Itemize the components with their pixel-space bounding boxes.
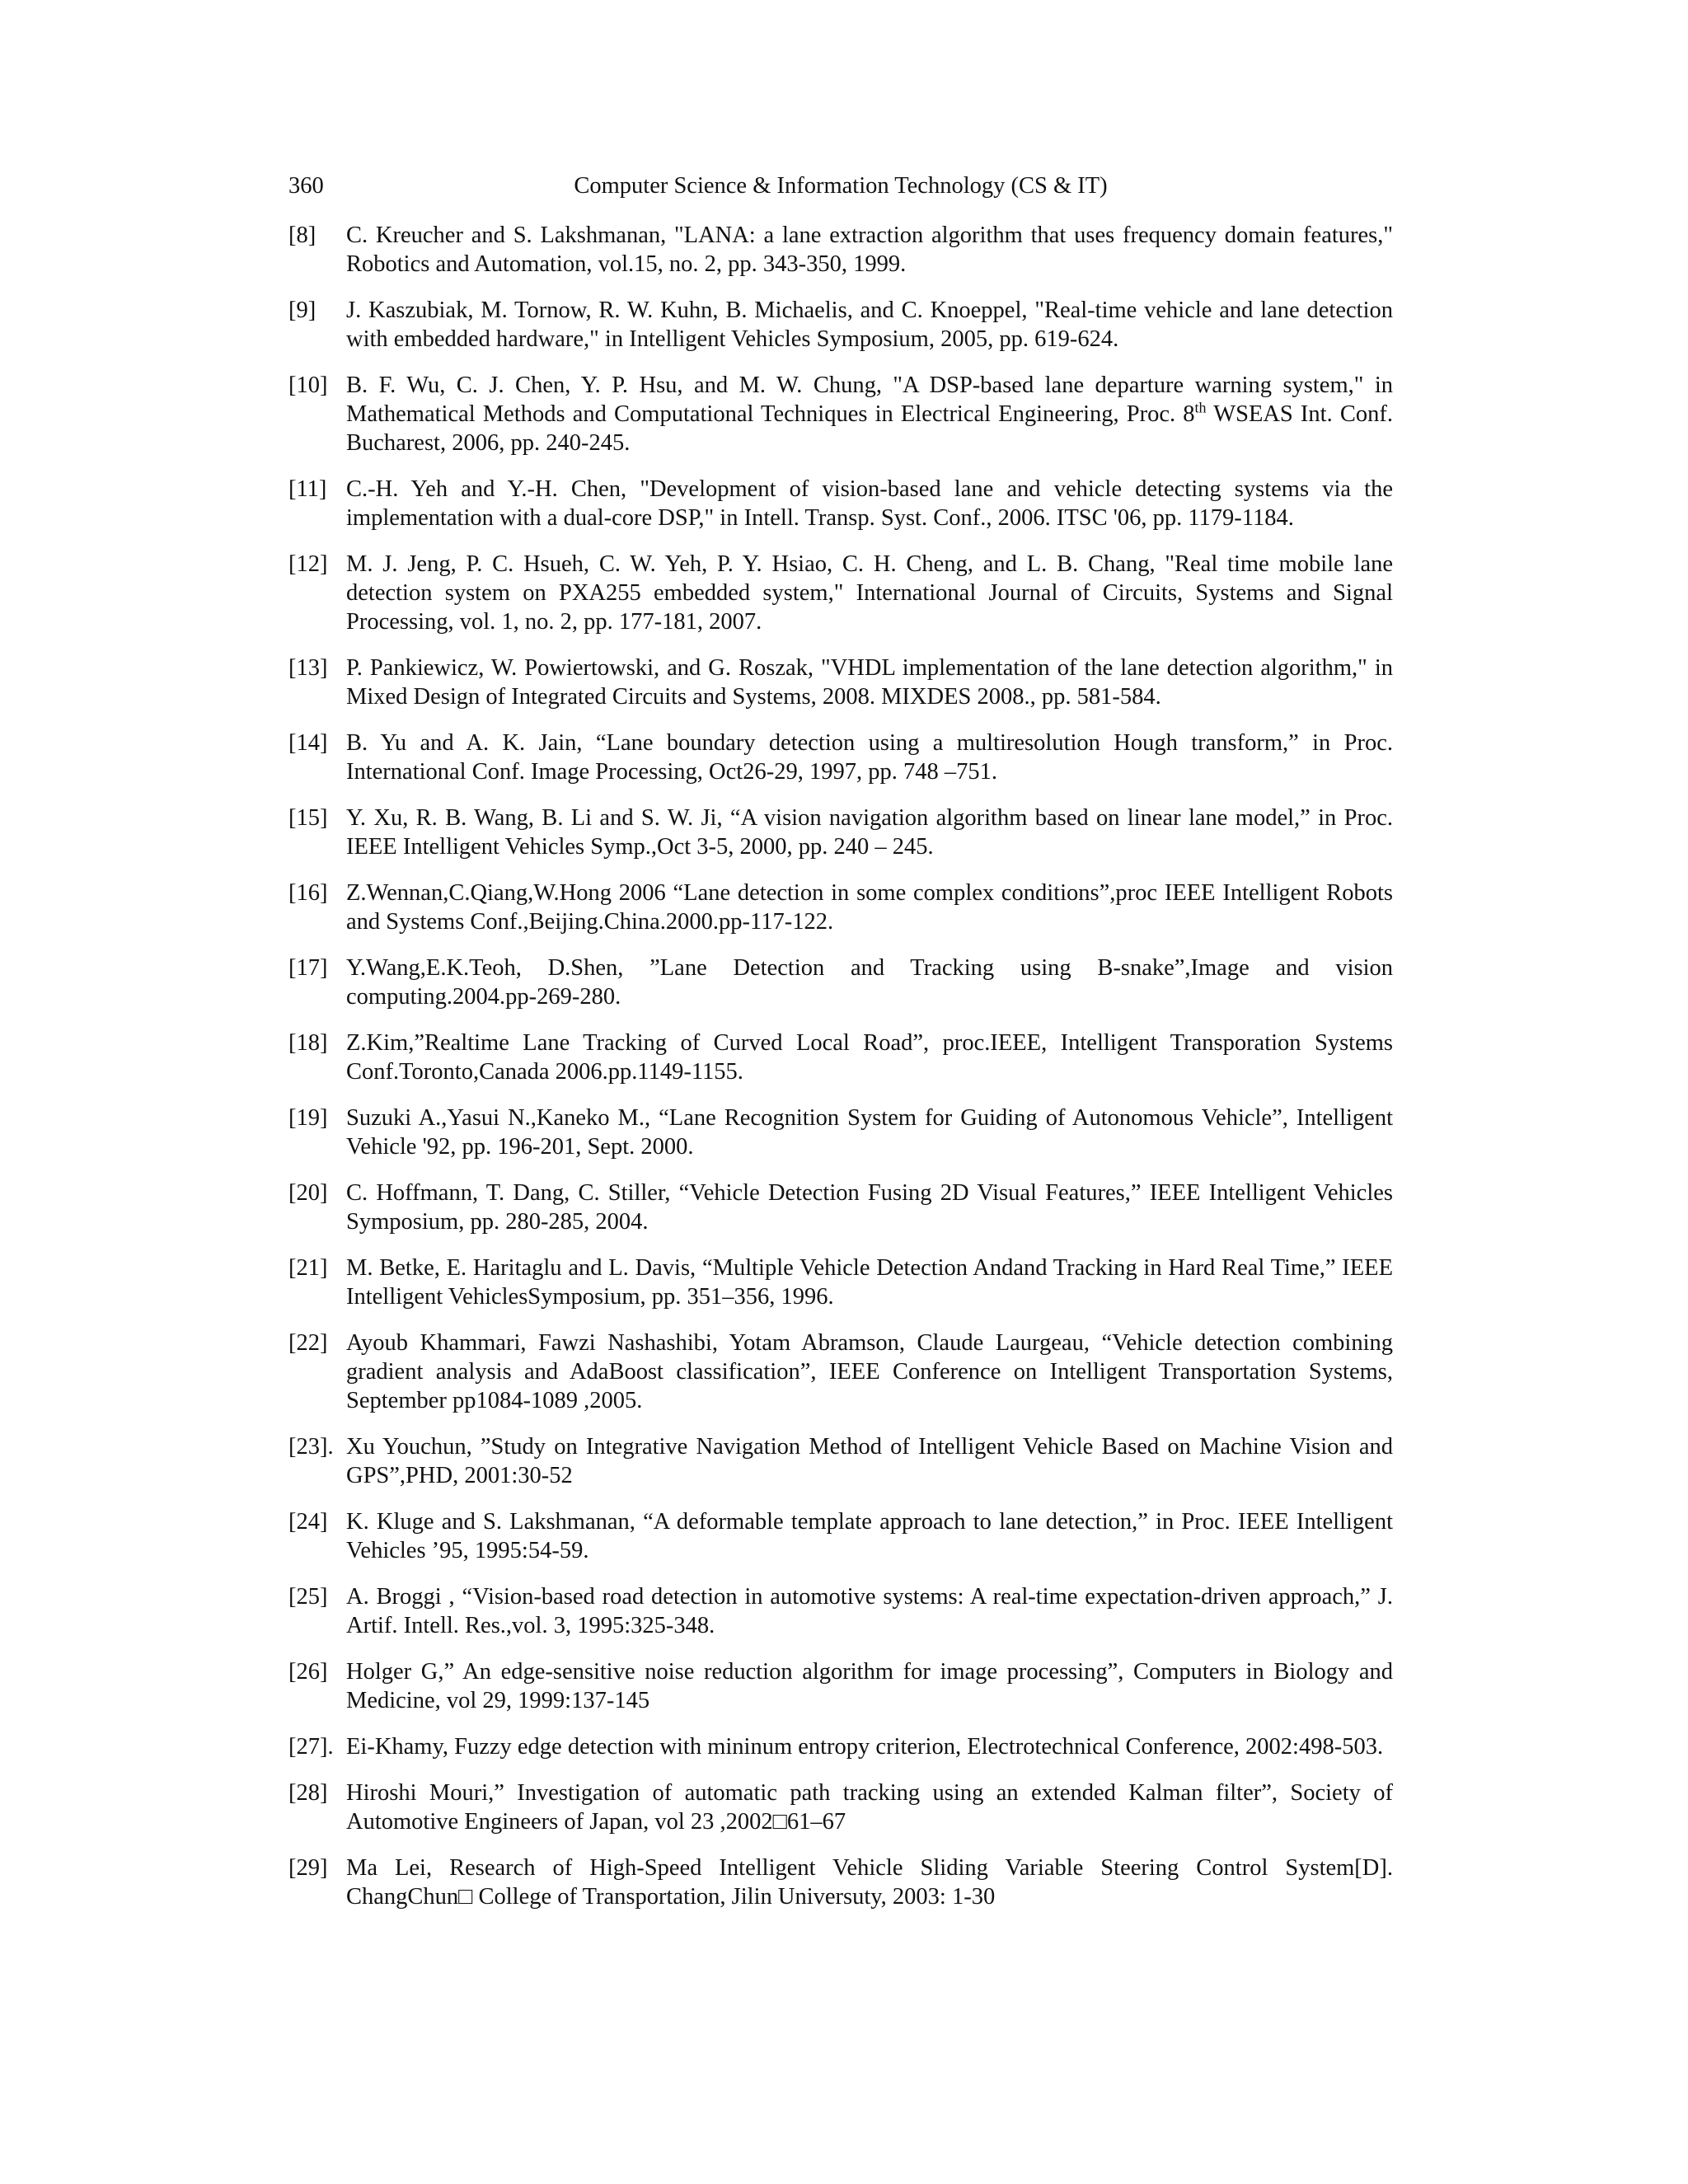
reference-item <box>288 296 1393 354</box>
reference-item <box>288 1104 1393 1161</box>
reference-text: M. J. Jeng, P. C. Hsueh, C. W. Yeh, P. Y. Hsiao, C. H. Cheng, and L. B. Chang, "Real time mobile lane detection system on PXA255 embedded system," International Journal of Circuits, Systems and Signal Processing, vol. 1, no. 2, pp. 177-181, 2007. <box>346 551 1393 635</box>
reference-text: Ei-Khamy, Fuzzy edge detection with mininum entropy criterion, Electrotechnical Conference, 2002:498-503. <box>346 1734 1384 1760</box>
reference-number: [8] <box>288 223 316 248</box>
reference-number: [14] <box>288 730 328 756</box>
reference-item <box>288 954 1393 1011</box>
reference-item <box>288 475 1393 532</box>
reference-text: C.-H. Yeh and Y.-H. Chen, "Development of vision-based lane and vehicle detecting systems via the implementation with a dual-core DSP," in Intell. Transp. Syst. Conf., 2006. ITSC '06, pp. 1179-1184. <box>346 476 1393 531</box>
reference-item <box>288 654 1393 711</box>
reference-number: [27]. <box>288 1734 334 1760</box>
reference-text: B. F. Wu, C. J. Chen, Y. P. Hsu, and M. W. Chung, "A DSP-based lane departure warning system," in Mathematical Methods and Computational Techniques in Electrical Engineering, Proc. 8 <box>346 373 1393 427</box>
reference-item <box>288 1854 1393 1911</box>
reference-number: [9] <box>288 298 316 323</box>
reference-text: Ayoub Khammari, Fawzi Nashashibi, Yotam Abramson, Claude Laurgeau, “Vehicle detection combining gradient analysis and AdaBoost classification”, IEEE Conference on Intelligent Transportation Systems, September pp1084-1089 ,2005. <box>346 1330 1393 1413</box>
reference-item <box>288 879 1393 936</box>
reference-number: [24] <box>288 1509 328 1535</box>
reference-text: Xu Youchun, ”Study on Integrative Navigation Method of Intelligent Vehicle Based on Machine Vision and GPS”,PHD, 2001:30-52 <box>346 1434 1393 1488</box>
reference-text: Z.Wennan,C.Qiang,W.Hong 2006 “Lane detection in some complex conditions”,proc IEEE Intelligent Robots and Systems Conf.,Beijing.China.2000.pp-117-122. <box>346 880 1393 935</box>
ordinal-superscript: th <box>1194 399 1207 416</box>
reference-text: C. Hoffmann, T. Dang, C. Stiller, “Vehicle Detection Fusing 2D Visual Features,” IEEE Intelligent Vehicles Symposium, pp. 280-285, 2004. <box>346 1180 1393 1235</box>
reference-list <box>288 221 1393 1929</box>
reference-item <box>288 1029 1393 1086</box>
reference-number: [12] <box>288 551 328 577</box>
reference-item <box>288 1329 1393 1415</box>
reference-item <box>288 550 1393 636</box>
reference-number: [29] <box>288 1855 328 1881</box>
reference-number: [25] <box>288 1584 328 1610</box>
reference-text-continued: WSEAS Int. Conf. Bucharest, 2006, pp. 240-245. <box>346 401 1393 456</box>
reference-item <box>288 1179 1393 1236</box>
reference-text: Y.Wang,E.K.Teoh, D.Shen, ”Lane Detection and Tracking using B-snake”,Image and vision computing.2004.pp-269-280. <box>346 955 1393 1010</box>
reference-number: [17] <box>288 955 328 981</box>
reference-number: [18] <box>288 1030 328 1056</box>
page-number: 360 <box>288 173 324 199</box>
reference-item <box>288 1779 1393 1836</box>
reference-text: C. Kreucher and S. Lakshmanan, "LANA: a lane extraction algorithm that uses frequency domain features," Robotics and Automation, vol.15, no. 2, pp. 343-350, 1999. <box>346 223 1393 277</box>
reference-item <box>288 221 1393 279</box>
page-header <box>288 170 1393 203</box>
reference-number: [19] <box>288 1105 328 1131</box>
reference-text: Ma Lei, Research of High-Speed Intelligent Vehicle Sliding Variable Steering Control System[D]. ChangChun□ College of Transportation, Jilin Universuty, 2003: 1-30 <box>346 1855 1393 1910</box>
reference-number: [28] <box>288 1780 328 1806</box>
reference-number: [16] <box>288 880 328 906</box>
reference-number: [26] <box>288 1659 328 1685</box>
running-title: Computer Science & Information Technology (CS & IT) <box>574 173 1108 199</box>
reference-text: P. Pankiewicz, W. Powiertowski, and G. Roszak, "VHDL implementation of the lane detection algorithm," in Mixed Design of Integrated Circuits and Systems, 2008. MIXDES 2008., pp. 581-584. <box>346 655 1393 710</box>
reference-item <box>288 371 1393 457</box>
reference-text: Hiroshi Mouri,” Investigation of automatic path tracking using an extended Kalman filter”, Society of Automotive Engineers of Japan, vol 23 ,2002□61–67 <box>346 1780 1393 1835</box>
reference-number: [21] <box>288 1255 328 1281</box>
reference-text: Suzuki A.,Yasui N.,Kaneko M., “Lane Recognition System for Guiding of Autonomous Vehicle”, Intelligent Vehicle '92, pp. 196-201, Sept. 2000. <box>346 1105 1393 1160</box>
reference-item <box>288 1732 1393 1761</box>
reference-text: J. Kaszubiak, M. Tornow, R. W. Kuhn, B. Michaelis, and C. Knoeppel, "Real-time vehicle and lane detection with embedded hardware," in Intelligent Vehicles Symposium, 2005, pp. 619-624. <box>346 298 1393 352</box>
reference-number: [20] <box>288 1180 328 1206</box>
reference-item <box>288 729 1393 786</box>
reference-item <box>288 1254 1393 1311</box>
reference-text: Z.Kim,”Realtime Lane Tracking of Curved Local Road”, proc.IEEE, Intelligent Transporation Systems Conf.Toronto,Canada 2006.pp.1149-1155. <box>346 1030 1393 1085</box>
reference-item <box>288 804 1393 861</box>
reference-number: [11] <box>288 476 327 502</box>
reference-item <box>288 1507 1393 1565</box>
reference-number: [22] <box>288 1330 328 1356</box>
reference-number: [10] <box>288 373 328 398</box>
reference-text: Holger G,” An edge-sensitive noise reduction algorithm for image processing”, Computers in Biology and Medicine, vol 29, 1999:137-145 <box>346 1659 1393 1713</box>
reference-text: A. Broggi , “Vision-based road detection in automotive systems: A real-time expectation-driven approach,” J. Artif. Intell. Res.,vol. 3, 1995:325-348. <box>346 1584 1393 1638</box>
reference-item <box>288 1657 1393 1715</box>
reference-number: [23]. <box>288 1434 334 1460</box>
reference-text: Y. Xu, R. B. Wang, B. Li and S. W. Ji, “A vision navigation algorithm based on linear lane model,” in Proc. IEEE Intelligent Vehicles Symp.,Oct 3-5, 2000, pp. 240 – 245. <box>346 805 1393 860</box>
reference-number: [13] <box>288 655 328 681</box>
reference-text: B. Yu and A. K. Jain, “Lane boundary detection using a multiresolution Hough transform,” in Proc. International Conf. Image Processing, Oct26-29, 1997, pp. 748 –751. <box>346 730 1393 785</box>
reference-text: K. Kluge and S. Lakshmanan, “A deformable template approach to lane detection,” in Proc. IEEE Intelligent Vehicles ’95, 1995:54-59. <box>346 1509 1393 1563</box>
reference-number: [15] <box>288 805 328 831</box>
reference-text: M. Betke, E. Haritaglu and L. Davis, “Multiple Vehicle Detection Andand Tracking in Hard Real Time,” IEEE Intelligent VehiclesSymposium, pp. 351–356, 1996. <box>346 1255 1393 1310</box>
reference-item <box>288 1582 1393 1640</box>
reference-item <box>288 1432 1393 1490</box>
